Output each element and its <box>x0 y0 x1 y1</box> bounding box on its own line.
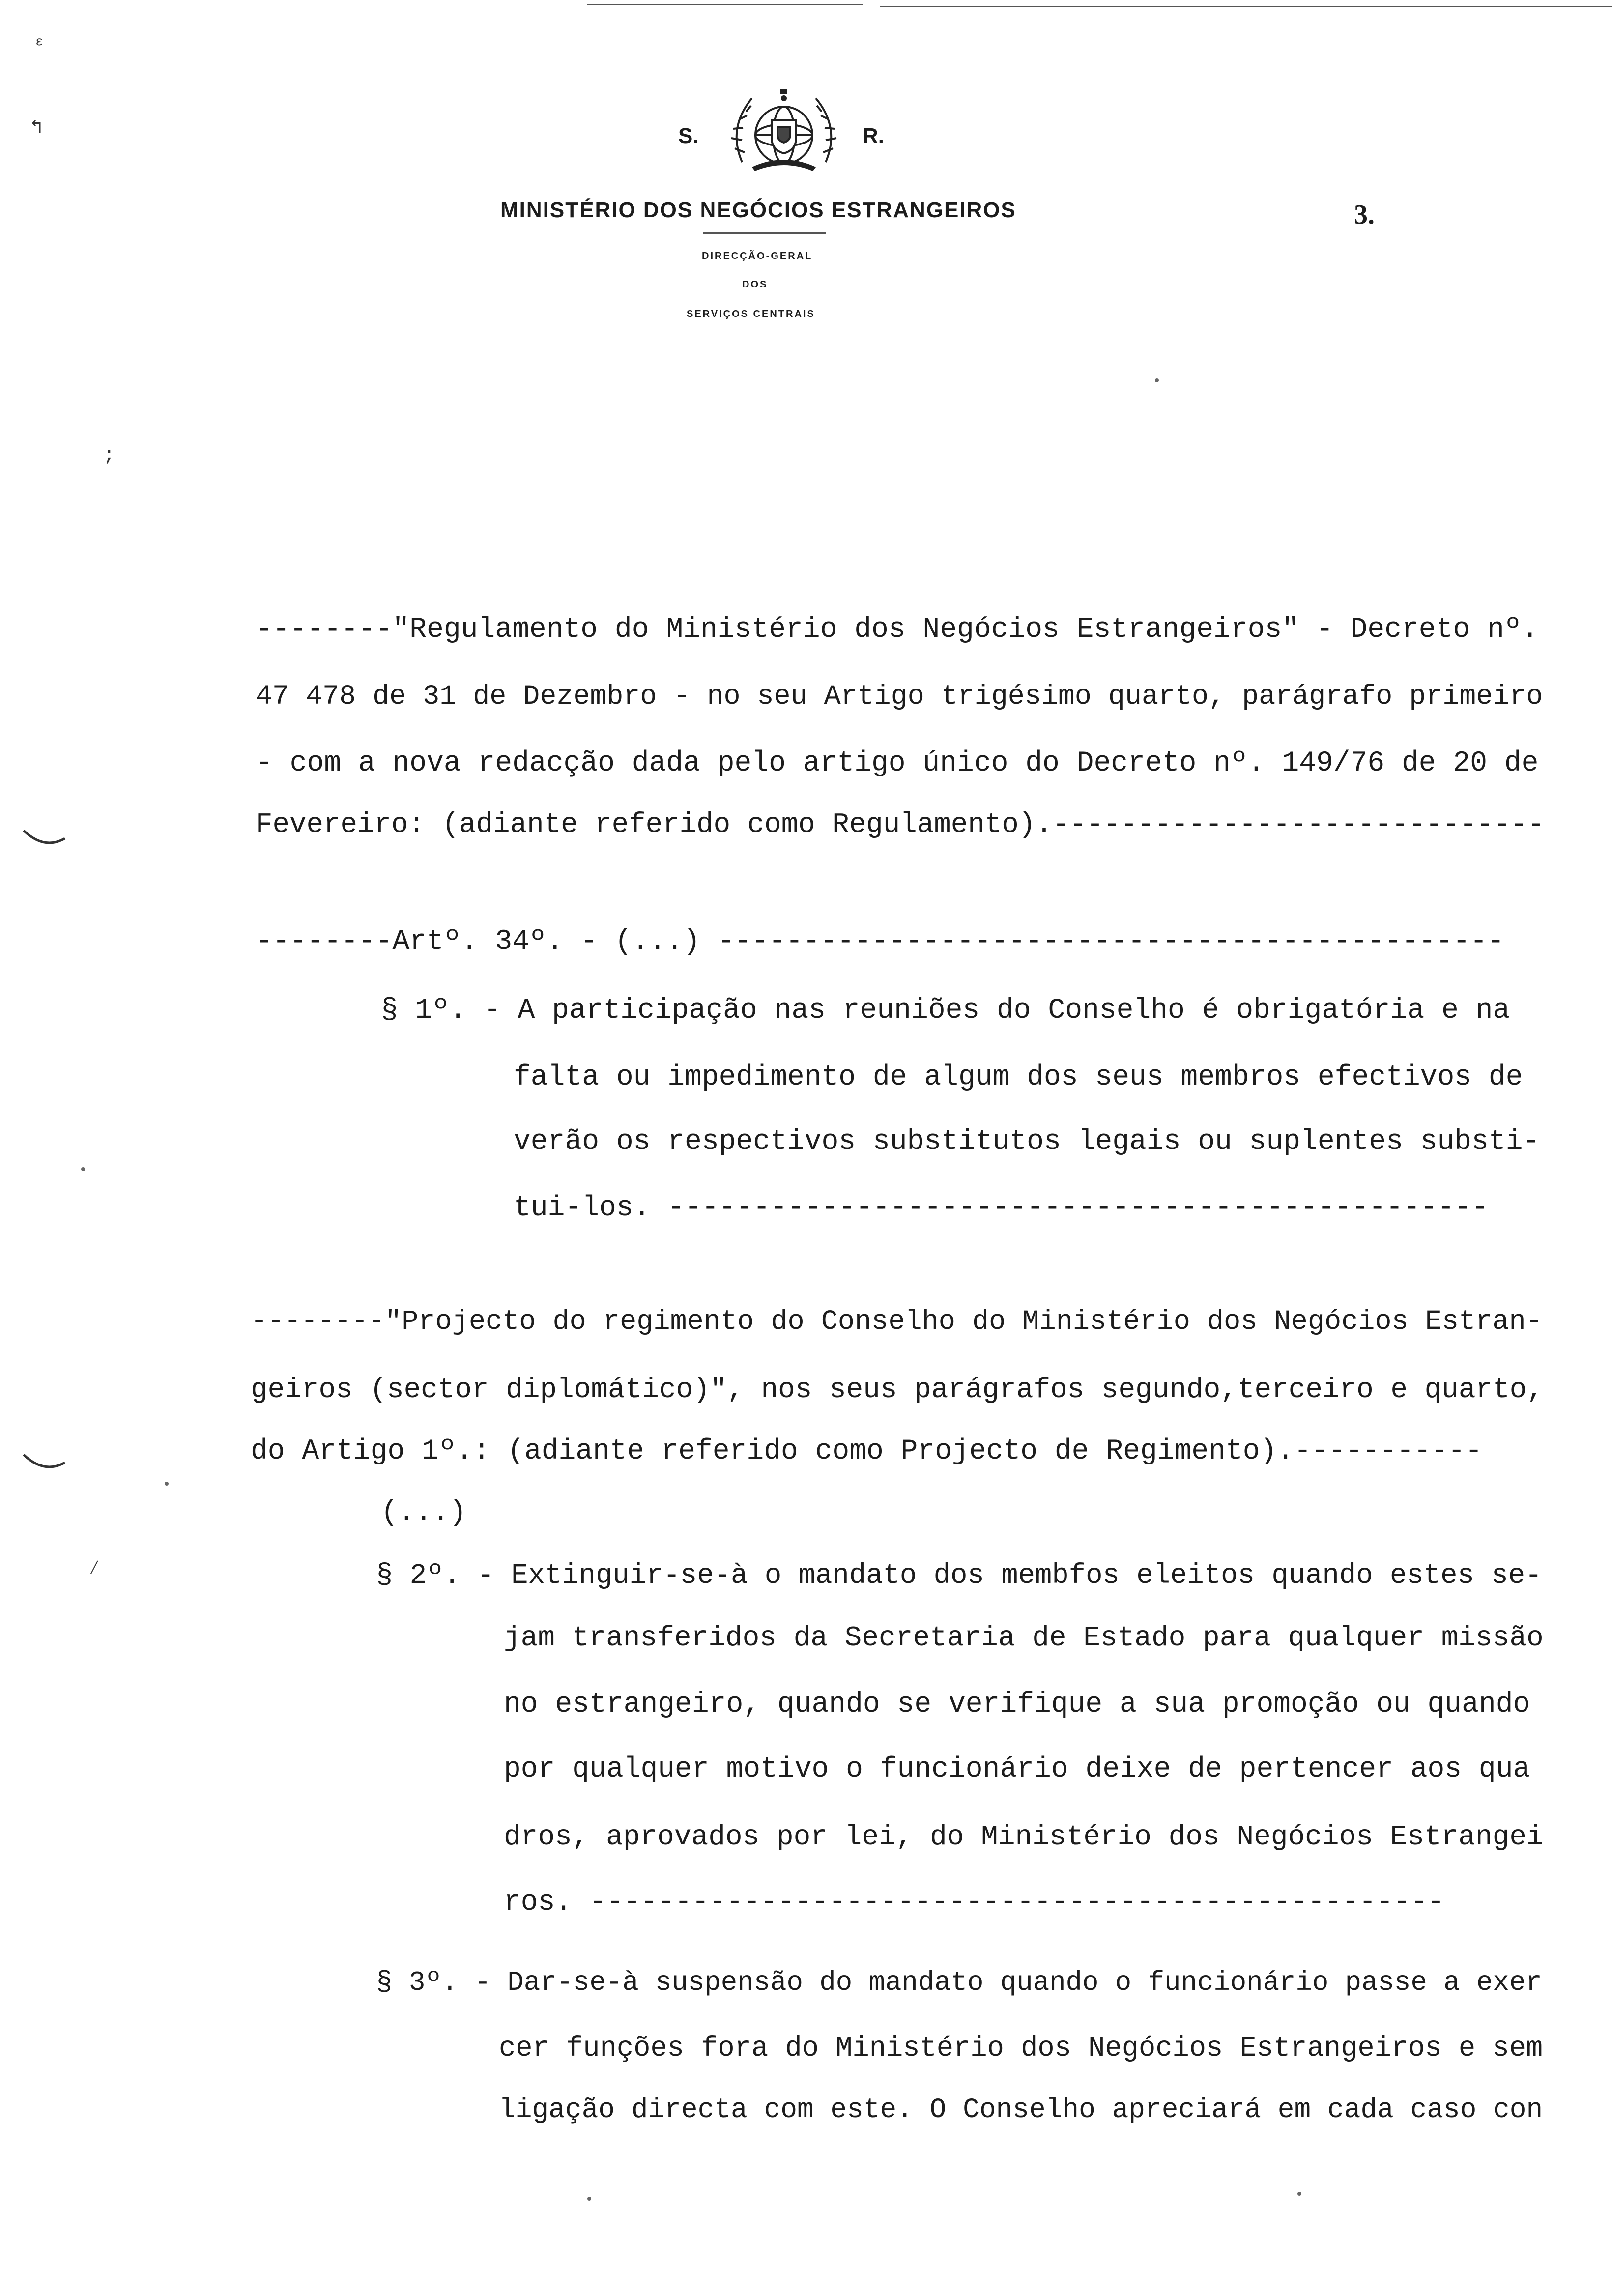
body-line: ligação directa com este. O Conselho apreciará em cada caso con <box>499 2094 1543 2125</box>
body-line: § 2º. - Extinguir-se-à o mandato dos membfos eleitos quando estes se- <box>376 1560 1542 1592</box>
body-line: do Artigo 1º.: (adiante referido como Projecto de Regimento).----------- <box>251 1435 1483 1467</box>
body-line: § 3º. - Dar-se-à suspensão do mandato quando o funcionário passe a exer <box>376 1967 1542 1998</box>
margin-mark: ⁄ <box>88 1558 101 1580</box>
punch-hole-mark <box>20 1450 69 1479</box>
speck <box>81 1167 85 1171</box>
margin-mark: ε <box>35 34 43 49</box>
body-line: ros. -------------------------------------------------- <box>504 1887 1445 1919</box>
punch-hole-mark <box>20 826 69 855</box>
top-rule-right <box>880 6 1612 7</box>
dept-line-2: DOS <box>742 279 768 290</box>
body-line: falta ou impedimento de algum dos seus membros efectivos de <box>514 1062 1523 1093</box>
body-line: --------"Projecto do regimento do Conselho do Ministério dos Negócios Estran- <box>251 1306 1543 1338</box>
margin-mark: ; <box>103 445 115 467</box>
coat-of-arms-emblem <box>722 84 845 177</box>
ministry-title: MINISTÉRIO DOS NEGÓCIOS ESTRANGEIROS <box>500 198 1016 222</box>
speck <box>1155 378 1159 382</box>
page-number: 3. <box>1354 200 1375 230</box>
body-line: tui-los. ------------------------------------------------ <box>514 1192 1489 1224</box>
body-line: (...) <box>381 1497 467 1529</box>
speck <box>587 2197 591 2201</box>
ministry-underline <box>703 232 826 234</box>
header-left-letter: S. <box>678 124 699 148</box>
body-line: § 1º. - A participação nas reuniões do Conselho é obrigatória e na <box>381 995 1510 1027</box>
body-line: geiros (sector diplomático)", nos seus parágrafos segundo,terceiro e quarto, <box>251 1374 1544 1406</box>
body-line: no estrangeiro, quando se verifique a sua promoção ou quando <box>504 1689 1530 1721</box>
body-line: por qualquer motivo o funcionário deixe de pertencer aos qua <box>504 1753 1530 1785</box>
header-right-letter: R. <box>863 124 884 148</box>
body-line: 47 478 de 31 de Dezembro - no seu Artigo trigésimo quarto, parágrafo primeiro <box>256 681 1543 713</box>
margin-mark: ↰ <box>30 117 43 140</box>
body-line: cer funções fora do Ministério dos Negócios Estrangeiros e sem <box>499 2033 1543 2065</box>
speck <box>165 1482 169 1486</box>
body-line: - com a nova redacção dada pelo artigo único do Decreto nº. 149/76 de 20 de <box>256 747 1539 779</box>
top-rule-left <box>587 4 863 5</box>
body-line: jam transferidos da Secretaria de Estado para qualquer missão <box>504 1622 1544 1654</box>
body-line: --------"Regulamento do Ministério dos Negócios Estrangeiros" - Decreto nº. <box>256 614 1539 646</box>
body-line: dros, aprovados por lei, do Ministério dos Negócios Estrangei <box>504 1821 1544 1853</box>
body-line: --------Artº. 34º. - (...) ---------------------------------------------- <box>256 926 1504 958</box>
body-line: verão os respectivos substitutos legais ou suplentes substi- <box>514 1126 1540 1158</box>
speck <box>1297 2192 1301 2196</box>
dept-line-3: SERVIÇOS CENTRAIS <box>687 309 815 319</box>
body-line: Fevereiro: (adiante referido como Regulamento).----------------------------- <box>256 809 1545 841</box>
dept-line-1: DIRECÇÃO-GERAL <box>702 251 813 261</box>
